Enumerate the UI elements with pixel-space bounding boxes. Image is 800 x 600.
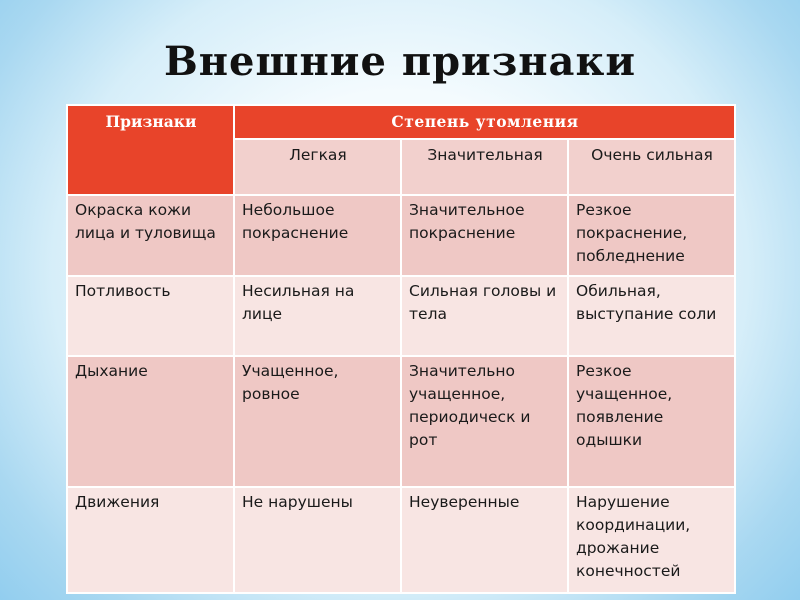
table-cell: Нарушение координации, дрожание конечностей xyxy=(568,487,735,593)
table-cell: Резкое учащенное, появление одышки xyxy=(568,356,735,487)
table-cell: Неуверенные xyxy=(401,487,568,593)
table-cell: Резкое покраснение, побледнение xyxy=(568,195,735,276)
table-row xyxy=(67,487,735,593)
table-cell: Значительно учащенное, периодическ и рот xyxy=(401,356,568,487)
table-cell: Небольшое покраснение xyxy=(234,195,401,276)
table-cell: Сильная головы и тела xyxy=(401,276,568,356)
table-row xyxy=(67,356,735,487)
header-level-very-strong: Очень сильная xyxy=(568,139,735,195)
fatigue-signs-table xyxy=(66,104,736,594)
header-level-significant: Значительная xyxy=(401,139,568,195)
header-signs: Признаки xyxy=(67,105,234,195)
table-cell: Не нарушены xyxy=(234,487,401,593)
row-label: Движения xyxy=(67,487,234,593)
table-cell: Учащенное, ровное xyxy=(234,356,401,487)
row-label: Потливость xyxy=(67,276,234,356)
header-fatigue-degree: Степень утомления xyxy=(234,105,735,139)
slide-title: Внешние признаки xyxy=(163,38,637,85)
row-label: Окраска кожи лица и туловища xyxy=(67,195,234,276)
table-cell: Обильная, выступание соли xyxy=(568,276,735,356)
table-row xyxy=(67,195,735,276)
row-label: Дыхание xyxy=(67,356,234,487)
table-cell: Несильная на лице xyxy=(234,276,401,356)
table-row xyxy=(67,276,735,356)
table-cell: Значительное покраснение xyxy=(401,195,568,276)
header-level-light: Легкая xyxy=(234,139,401,195)
